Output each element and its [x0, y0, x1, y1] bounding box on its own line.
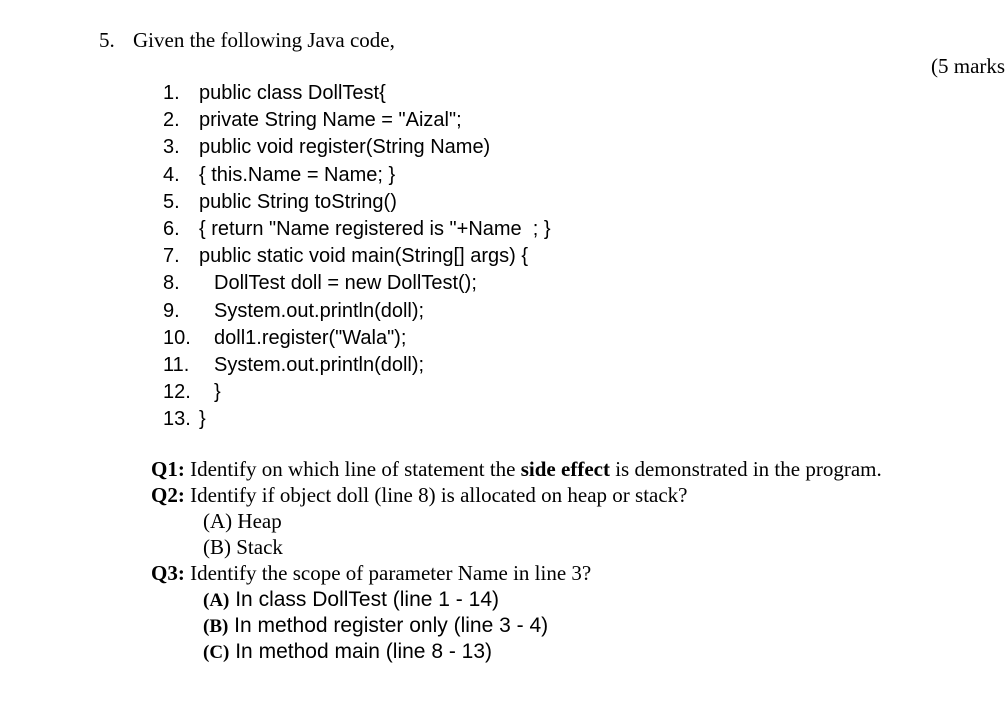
question-title: Given the following Java code,	[133, 28, 395, 52]
q1-text-after: is demonstrated in the program.	[609, 457, 882, 481]
marks-label: (5 marks	[931, 54, 1005, 78]
code-line	[163, 107, 551, 134]
line-number: 6.	[163, 217, 180, 240]
code-text: }	[199, 408, 206, 431]
code-text: public void register(String Name)	[199, 136, 491, 159]
question-q3	[151, 560, 882, 586]
q2-label: Q2:	[151, 483, 185, 507]
code-line	[163, 379, 551, 406]
code-text: System.out.println(doll);	[214, 353, 425, 376]
q3-option-a-letter: (A)	[203, 590, 230, 611]
code-text: private String Name = "Aizal";	[199, 109, 462, 132]
code-line	[163, 406, 551, 433]
line-number: 11.	[163, 353, 190, 376]
q3-text: Identify the scope of parameter Name in line 3?	[184, 561, 592, 585]
code-line	[163, 80, 551, 107]
q1-text-before: Identify on which line of statement the	[184, 457, 521, 481]
q1-bold-term: side effect	[520, 457, 610, 481]
line-number: 2.	[163, 109, 180, 132]
line-number: 10.	[163, 326, 191, 349]
q3-option-a-text: In class DollTest (line 1 - 14)	[229, 588, 499, 611]
line-number: 3.	[163, 136, 180, 159]
code-text: doll1.register("Wala");	[214, 326, 407, 349]
q3-option-b-letter: (B)	[203, 616, 229, 637]
line-number: 12.	[163, 381, 191, 404]
question-number: 5.	[99, 28, 115, 52]
q3-option-b-text: In method register only (line 3 - 4)	[228, 614, 549, 637]
q1-label: Q1:	[151, 457, 185, 481]
code-text: { this.Name = Name; }	[199, 163, 396, 186]
q3-option-a	[151, 586, 882, 612]
code-line	[163, 352, 551, 379]
q3-option-c	[151, 638, 882, 664]
question-q2	[151, 482, 882, 508]
code-listing	[163, 80, 551, 433]
q3-option-c-text: In method main (line 8 - 13)	[229, 640, 493, 663]
q2-option-a: (A) Heap	[203, 509, 282, 533]
q3-option-c-letter: (C)	[203, 642, 230, 663]
code-line	[163, 270, 551, 297]
code-line	[163, 243, 551, 270]
line-number: 8.	[163, 272, 180, 295]
code-line	[163, 134, 551, 161]
q2-text: Identify if object doll (line 8) is allocated on heap or stack?	[184, 483, 688, 507]
line-number: 9.	[163, 299, 180, 322]
code-line	[163, 298, 551, 325]
code-line	[163, 189, 551, 216]
q3-option-b	[151, 612, 882, 638]
q2-option-b: (B) Stack	[203, 535, 283, 559]
code-text: public static void main(String[] args) {	[199, 245, 529, 268]
code-text: { return "Name registered is "+Name ; }	[199, 217, 551, 240]
code-line	[163, 216, 551, 243]
code-text: System.out.println(doll);	[214, 299, 425, 322]
line-number: 4.	[163, 163, 180, 186]
code-text: DollTest doll = new DollTest();	[214, 272, 477, 295]
questions-section	[151, 456, 882, 664]
line-number: 5.	[163, 190, 180, 213]
line-number: 1.	[163, 82, 180, 104]
line-number: 7.	[163, 245, 180, 268]
code-text: public class DollTest{	[199, 82, 386, 104]
question-q1	[151, 456, 882, 482]
code-line	[163, 325, 551, 352]
code-text: }	[214, 381, 221, 404]
code-line	[163, 162, 551, 189]
q3-label: Q3:	[151, 561, 185, 585]
line-number: 13.	[163, 408, 191, 431]
code-text: public String toString()	[199, 190, 397, 213]
